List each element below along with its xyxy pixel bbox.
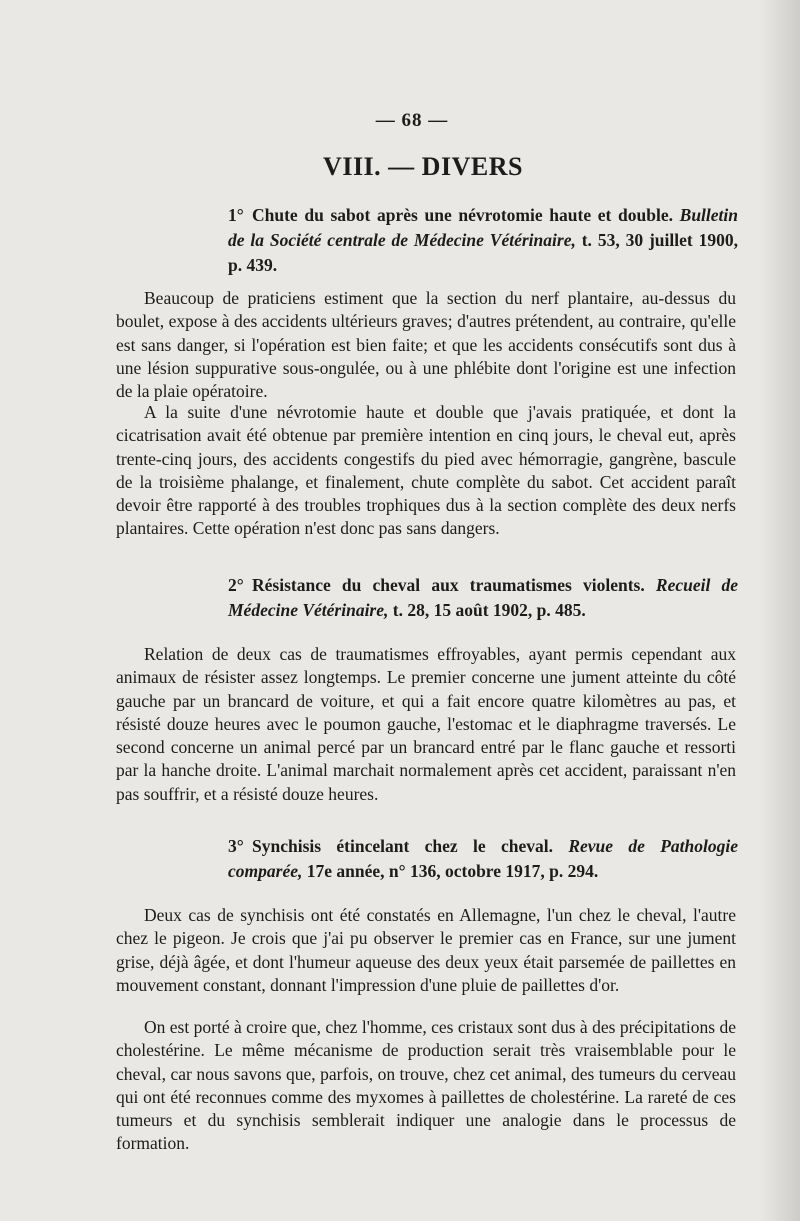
section-2-heading: [228, 573, 738, 623]
section-2-title: Résistance du cheval aux traumatismes violents.: [252, 575, 645, 595]
section-3-number: 3°: [228, 836, 244, 856]
chapter-title: VIII. — DIVERS: [323, 152, 523, 181]
section-1-number: 1°: [228, 205, 244, 225]
section-1-source: Bulletin de la Société centrale de Médecine Vétérinaire,: [228, 205, 738, 250]
section-2-source: Recueil de Médecine Vétérinaire,: [228, 575, 739, 620]
section-1-title: Chute du sabot après une névrotomie haute et double.: [252, 205, 673, 225]
section-2-reference: t. 28, 15 août 1902, p. 485.: [392, 600, 586, 620]
section-1-heading: [228, 203, 738, 278]
page-number: — 68 —: [375, 110, 449, 131]
section-1-paragraph-1: Beaucoup de praticiens estiment que la section du nerf plantaire, au-dessus du boulet, expose à des accidents ultérieurs graves; d'autres prétendent, au contraire, qu'elle est sans danger, si l'opération est bien faite; et que les accidents consécutifs sont dus à une lésion suppurative sous-ongulée, ou à une phlébite dont l'origine est une infection de la plaie opératoire.: [116, 288, 736, 402]
section-2-number: 2°: [228, 575, 244, 595]
section-3-paragraph-2: On est porté à croire que, chez l'homme, ces cristaux sont dus à des précipitations de cholestérine. Le même mécanisme de production serait très vraisemblable pour le cheval, car nous savons que, parfois, on trouve, chez cet animal, des tumeurs du cerveau qui ont été reconnues comme des myxomes à paillettes de cholestérine. La rareté de ces tumeurs et du synchisis semblerait indiquer une analogie dans le processus de formation.: [116, 1017, 736, 1154]
page-edge-shadow: [760, 0, 800, 1221]
section-3-heading: [228, 834, 738, 884]
section-2-paragraph-1: Relation de deux cas de traumatismes effroyables, ayant permis cependant aux animaux de résister assez longtemps. Le premier concerne une jument atteinte du côté gauche par un brancard de voiture, et qui a fait encore quatre kilomètres au pas, et résisté douze heures avec le poumon gauche, l'estomac et le diaphragme traversés. Le second concerne un animal percé par un brancard entré par le flanc gauche et ressorti par la hanche droite. L'animal marchait normalement après cet accident, paraissant n'en pas souffrir, et a résisté douze heures.: [116, 644, 736, 804]
section-3-source: Revue de Pathologie comparée,: [228, 836, 738, 881]
section-3-title: Synchisis étincelant chez le cheval.: [252, 836, 553, 856]
section-1-reference: t. 53, 30 juillet 1900, p. 439.: [228, 230, 738, 275]
section-3-paragraph-1: Deux cas de synchisis ont été constatés en Allemagne, l'un chez le cheval, l'autre chez le pigeon. Je crois que j'ai pu observer le premier cas en France, sur une jument grise, déjà âgée, et dont l'humeur aqueuse des deux yeux était parsemée de paillettes en mouvement constant, donnant l'impression d'une pluie de paillettes d'or.: [116, 905, 736, 995]
section-3-reference: 17e année, n° 136, octobre 1917, p. 294.: [306, 861, 599, 881]
section-1-paragraph-2: A la suite d'une névrotomie haute et double que j'avais pratiquée, et dont la cicatrisation avait été obtenue par première intention en cinq jours, le cheval eut, après trente-cinq jours, des accidents congestifs du pied avec hémorragie, gangrène, bascule de la troisième phalange, et finalement, chute complète du sabot. Cet accident paraît devoir être rapporté à des troubles trophiques dus à la section complète des deux nerfs plantaires. Cette opération n'est donc pas sans dangers.: [116, 402, 736, 539]
